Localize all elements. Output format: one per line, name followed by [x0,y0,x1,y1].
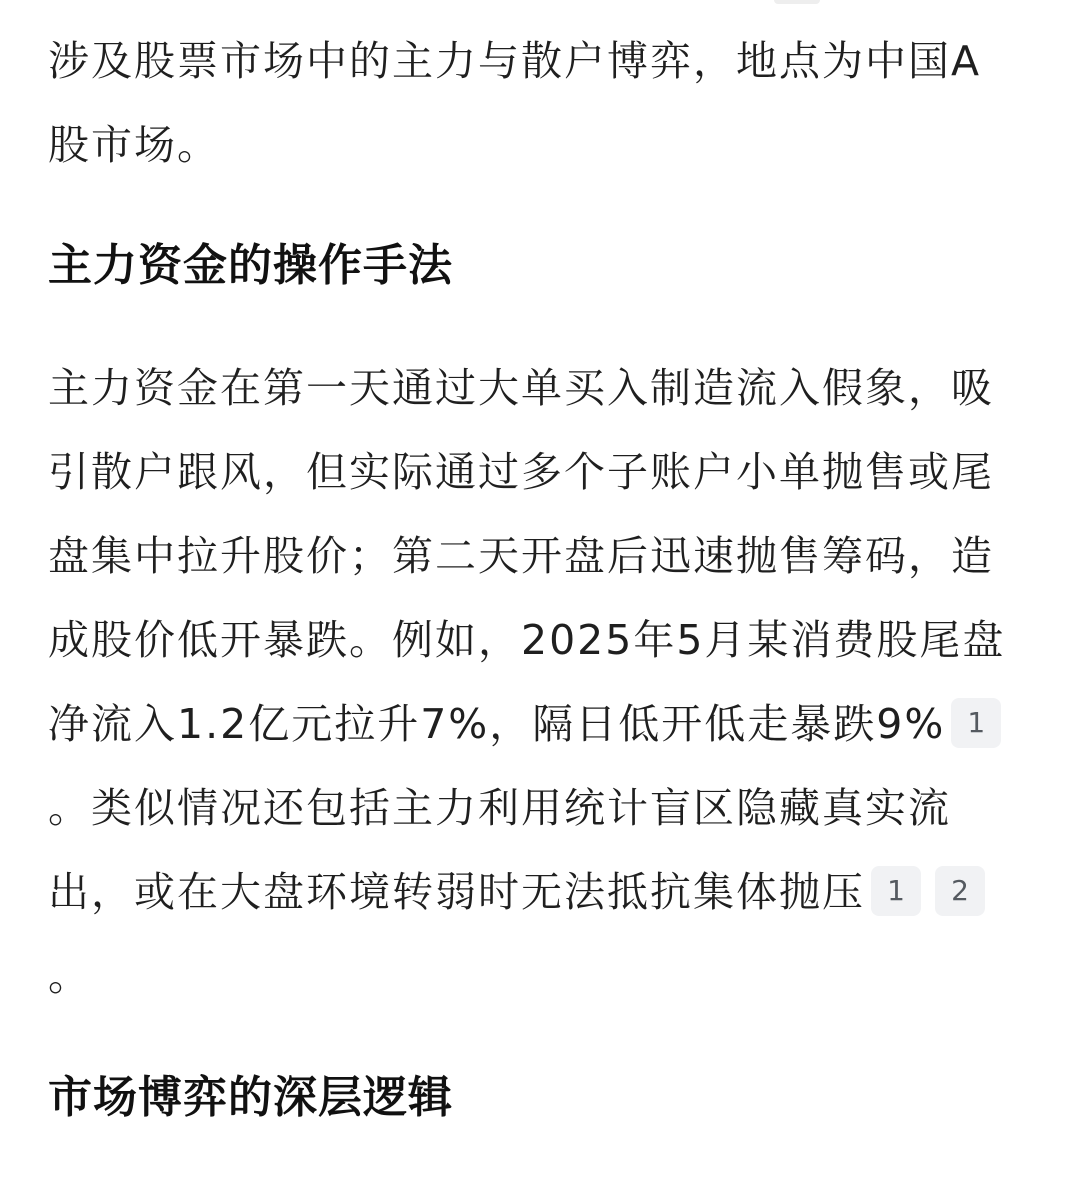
intro-paragraph [48,19,1023,187]
section-heading-operation-methods: 主力资金的操作手法 [48,240,453,291]
paragraph-text-part1: 主力资金在第一天通过大单买入制造流入假象，吸引散户跟风，但实际通过多个子账户小单抛售或尾盘集中拉升股价；第二天开盘后迅速抛售筹码，造成股价低开暴跌。例如，2025年5月某消费股尾盘净流入1.2亿元拉升7%，隔日低开低走暴跌9% [48,364,1006,748]
paragraph-text-part3: 。 [48,952,91,1000]
intro-text: 涉及股票市场中的主力与散户博弈，地点为中国A股市场。 [48,37,982,169]
paragraph-text-part2: 。类似情况还包括主力利用统计盲区隐藏真实流出，或在大盘环境转弱时无法抵抗集体抛压 [48,784,951,916]
citation-badge[interactable]: 2 [935,866,985,916]
section-heading-market-logic: 市场博弈的深层逻辑 [48,1072,453,1123]
citation-badge[interactable]: 1 [871,866,921,916]
operation-methods-paragraph [48,346,1023,1018]
top-edge-chip [774,0,820,4]
citation-badge[interactable]: 1 [951,698,1001,748]
